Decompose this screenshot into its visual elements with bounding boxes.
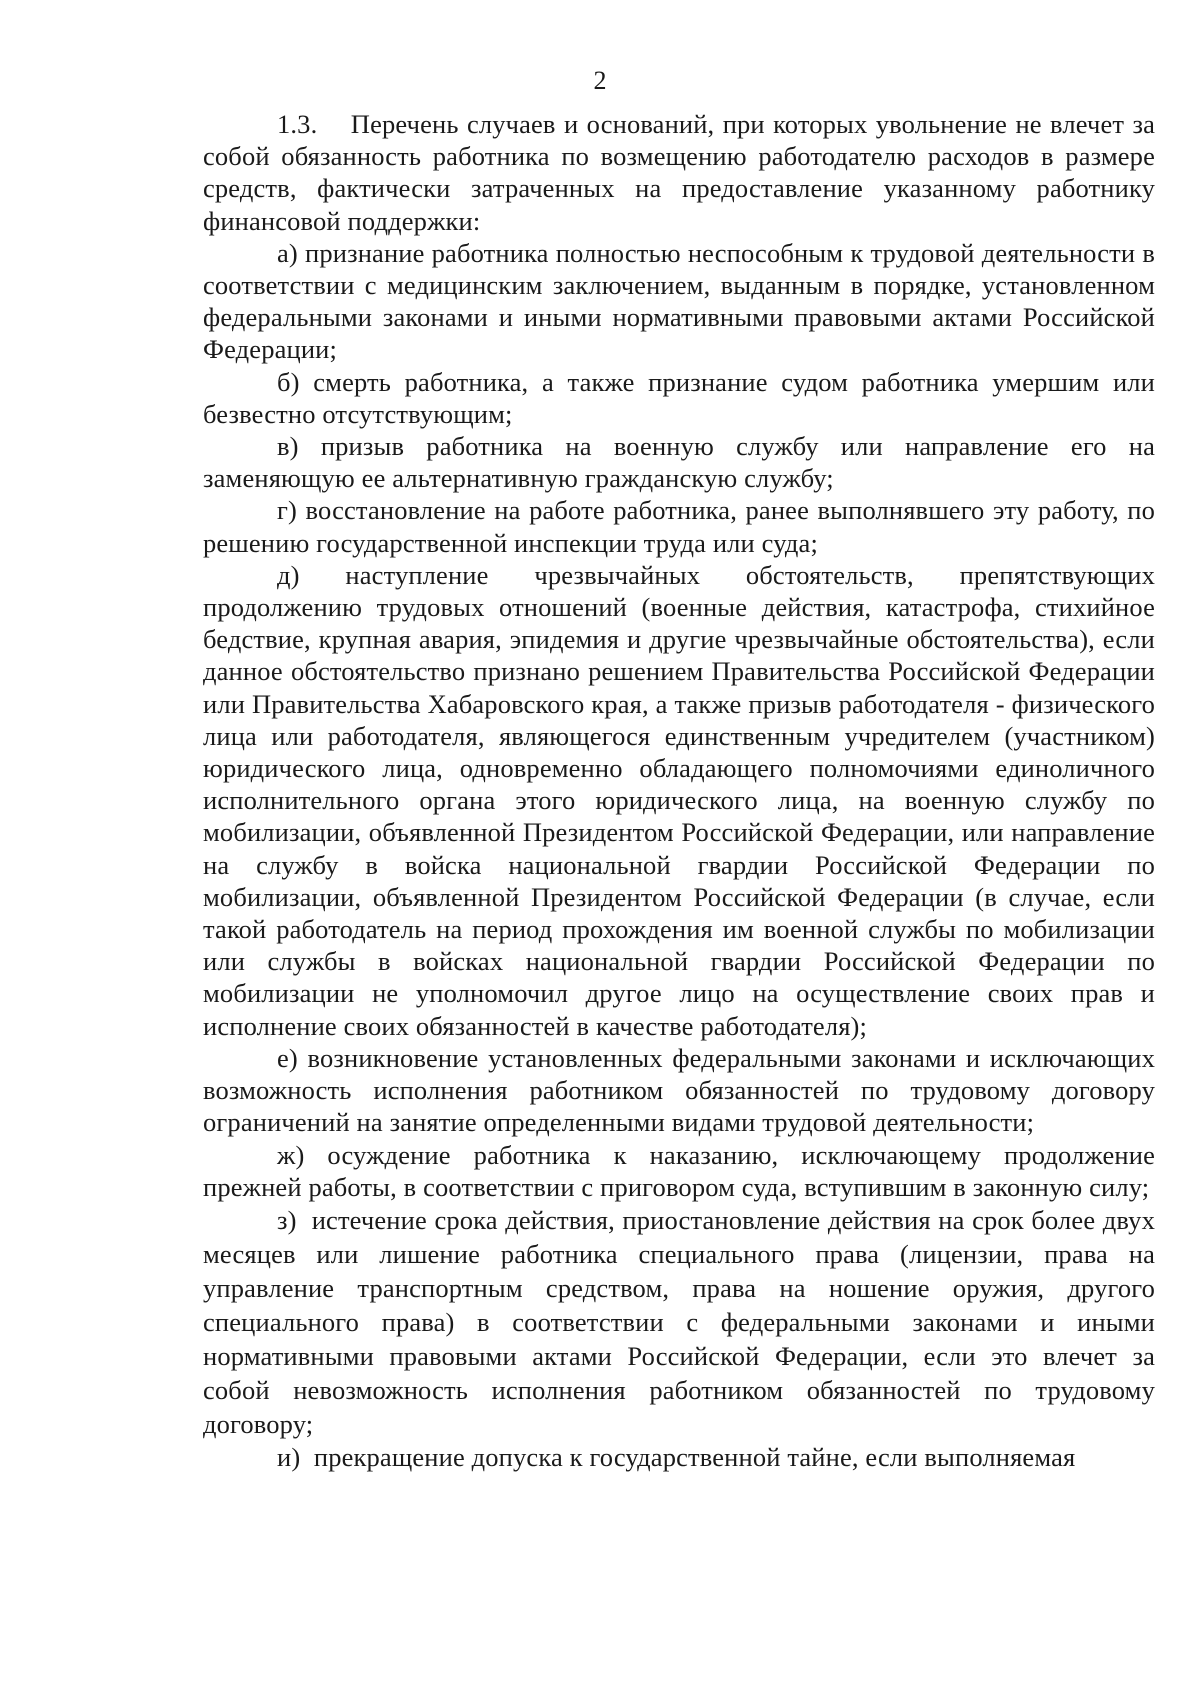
paragraph-d-emergency: д) наступление чрезвычайных обстоятельств, препятствующих продолжению трудовых отношений (военные действия, катастрофа, стихийное бедствие, крупная авария, эпидемия и другие чрезвычайные обстоятельства), если данное обстоятельство признано решением Правительства Российской Федерации или Правительства Хабаровского края, а также призыв работодателя - физического лица или работодателя, являющегося единственным учредителем (участником) юридического лица, одновременно обладающего полномочиями единоличного исполнительного органа этого юридического лица, на военную службу по мобилизации, объявленной Президентом Российской Федерации, или направление на службу в войска национальной гвардии Российской Федерации по мобилизации, объявленной Президентом Российской Федерации (в случае, если такой работодатель на период прохождения им военной службы по мобилизации или службы в войсках национальной гвардии Российской Федерации по мобилизации не уполномочил другое лицо на осуществление своих прав и исполнение своих обязанностей в качестве работодателя); bbox=[203, 559, 1155, 1041]
paragraph-1-3-intro: 1.3. Перечень случаев и оснований, при которых увольнение не влечет за собой обязанность работника по возмещению работодателю расходов в размере средств, фактически затраченных на предоставление указанному работнику финансовой поддержки: bbox=[203, 109, 1155, 236]
paragraph-i-secrecy-access: и) прекращение допуска к государственной тайне, если выполняемая bbox=[277, 1441, 1076, 1472]
paragraph-b-death: б) смерть работника, а также признание судом работника умершим или безвестно отсутствующим; bbox=[203, 366, 1155, 429]
paragraph-a-incapacity: а) признание работника полностью неспособным к трудовой деятельности в соответствии с медицинским заключением, выданным в порядке, установленном федеральными законами и иными нормативными правовыми актами Российской Федерации; bbox=[203, 237, 1155, 365]
paragraph-g-reinstatement: г) восстановление на работе работника, ранее выполнявшего эту работу, по решению государственной инспекции труда или суда; bbox=[203, 495, 1155, 558]
paragraph-zh-conviction: ж) осуждение работника к наказанию, исключающему продолжение прежней работы, в соответствии с приговором суда, вступившим в законную силу; bbox=[203, 1139, 1155, 1202]
paragraph-e-restrictions: е) возникновение установленных федеральными законами и исключающих возможность исполнения работником обязанностей по трудовому договору ограничений на занятие определенными видами трудовой деятельности; bbox=[203, 1042, 1155, 1138]
page-number: 2 bbox=[593, 66, 607, 95]
document-body bbox=[203, 108, 1155, 1473]
paragraph-z-special-right: з) истечение срока действия, приостановление действия на срок более двух месяцев или лишение работника специального права (лицензии, права на управление транспортным средством, права на ношение оружия, другого специального права) в соответствии с федеральными законами и иными нормативными правовыми актами Российской Федерации, если это влечет за собой невозможность исполнения работником обязанностей по трудовому договору; bbox=[203, 1204, 1155, 1439]
paragraph-v-military-call: в) призыв работника на военную службу или направление его на заменяющую ее альтернативную гражданскую службу; bbox=[203, 431, 1155, 494]
